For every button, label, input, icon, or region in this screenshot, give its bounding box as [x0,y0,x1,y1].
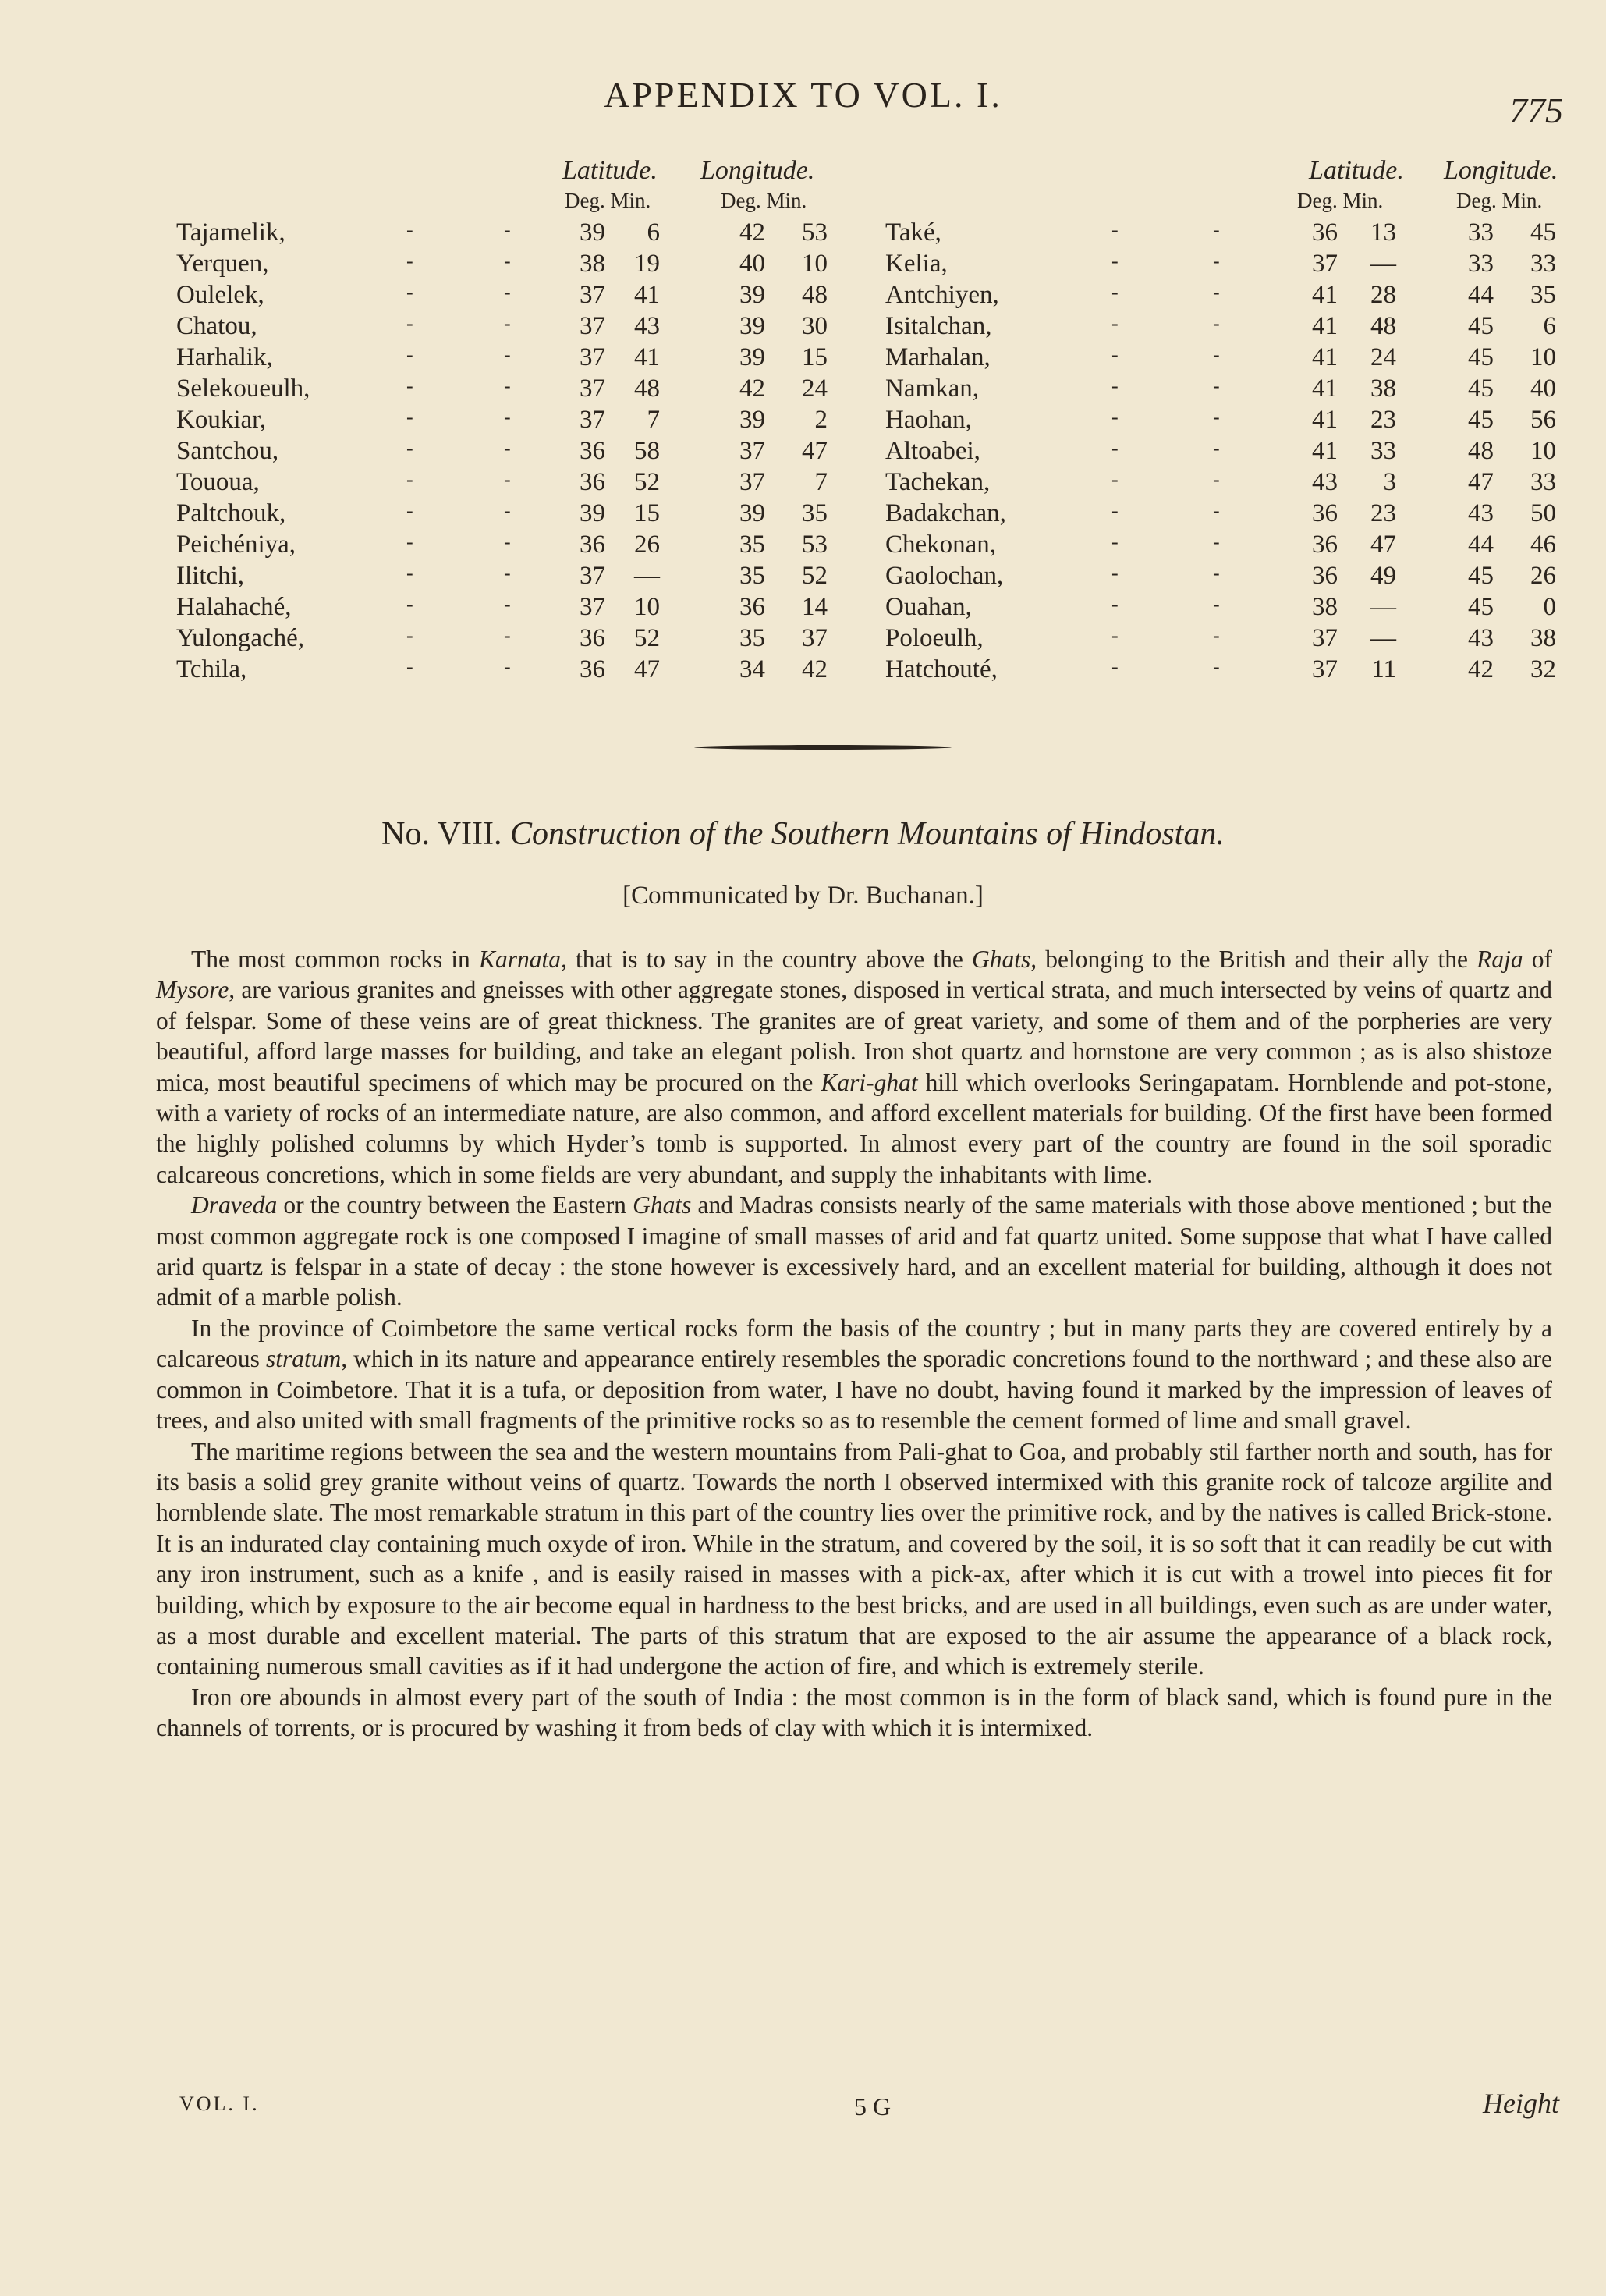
longitude-minutes: 52 [802,562,828,590]
longitude-degrees: 39 [739,281,765,309]
leader-dash: - [406,343,413,366]
latitude-minutes: 24 [1370,343,1396,371]
latitude-degrees: 36 [1312,562,1338,590]
leader-dash: - [1213,218,1220,241]
longitude-minutes: 0 [1543,593,1556,621]
latitude-degrees: 36 [1312,218,1338,247]
leader-dash: - [504,406,511,428]
place-name: Yerquen, [176,250,269,278]
paragraph [156,944,1552,1190]
latitude-degrees: 37 [1312,624,1338,652]
latitude-degrees: 38 [1312,593,1338,621]
leader-dash: - [504,593,511,616]
leader-dash: - [1111,531,1119,553]
leader-dash: - [1111,250,1119,272]
place-name: Kelia, [885,250,948,278]
longitude-minutes: 14 [802,593,828,621]
longitude-minutes: 50 [1530,499,1556,527]
longitude-degrees: 35 [739,531,765,559]
longitude-degrees: 37 [739,437,765,465]
place-name: Harhalik, [176,343,273,371]
latitude-minutes: 52 [634,624,660,652]
place-name: Badakchan, [885,499,1006,527]
latitude-minutes: 3 [1383,468,1396,496]
place-name: Isitalchan, [885,312,992,340]
longitude-minutes: 6 [1543,312,1556,340]
text-run: hill which overlooks Seringapatam. Hornblende and pot-stone, with a variety of rocks of an intermediate nature, are also common, and afford excellent materials for building. Of the first have been formed the highly polished columns by which Hyder’s tomb is supported. In almost every part of the country are found in the soil sporadic calcareous concretions, which in some fields are very abundant, and supply the inhabitants with lime. [156,1068,1552,1188]
longitude-minutes: 35 [1530,281,1556,309]
leader-dash: - [1111,437,1119,460]
latitude-degrees: 41 [1312,343,1338,371]
latitude-minutes: 19 [634,250,660,278]
latitude-degrees: 37 [580,343,605,371]
leader-dash: - [406,499,413,522]
latitude-degrees: 41 [1312,437,1338,465]
longitude-degrees: 39 [739,343,765,371]
italic-text: Karnata, [478,946,567,973]
latitude-minutes: 47 [1370,531,1396,559]
longitude-minutes: 47 [802,437,828,465]
leader-dash: - [1213,468,1220,491]
leader-dash: - [406,250,413,272]
latitude-minutes: 23 [1370,406,1396,434]
latitude-minutes: 49 [1370,562,1396,590]
latitude-degrees: 37 [580,593,605,621]
longitude-minutes: 26 [1530,562,1556,590]
latitude-degrees: 43 [1312,468,1338,496]
longitude-degrees: 39 [739,312,765,340]
longitude-degrees: 45 [1468,562,1494,590]
paragraph [156,1682,1552,1744]
latitude-degrees: 37 [580,562,605,590]
leader-dash: - [504,531,511,553]
longitude-degrees: 40 [739,250,765,278]
longitude-minutes: 48 [802,281,828,309]
place-name: Gaolochan, [885,562,1004,590]
longitude-minutes: 53 [802,531,828,559]
leader-dash: - [1213,499,1220,522]
place-name: Tajamelik, [176,218,285,247]
place-name: Altoabei, [885,437,980,465]
longitude-minutes: 10 [1530,437,1556,465]
place-name: Selekoueulh, [176,374,310,403]
latitude-degrees: 37 [1312,655,1338,683]
longitude-minutes: 2 [814,406,828,434]
section-divider [694,745,952,750]
latitude-degrees: 36 [580,468,605,496]
leader-dash: - [504,468,511,491]
latitude-minutes: 58 [634,437,660,465]
latitude-minutes: — [1370,250,1396,278]
longitude-degrees: 42 [739,218,765,247]
latitude-minutes: 15 [634,499,660,527]
latitude-minutes: 13 [1370,218,1396,247]
longitude-minutes: 33 [1530,468,1556,496]
place-name: Ouahan, [885,593,972,621]
longitude-minutes: 10 [1530,343,1556,371]
volume-mark: VOL. I. [179,2092,260,2115]
leader-dash: - [1111,468,1119,491]
leader-dash: - [504,624,511,647]
latitude-degrees: 37 [580,281,605,309]
section-heading [0,815,1606,853]
running-head: APPENDIX TO VOL. I. [604,75,1002,115]
italic-text: Ghats, [971,946,1037,973]
longitude-degrees: 42 [1468,655,1494,683]
longitude-degrees: 44 [1468,281,1494,309]
leader-dash: - [406,218,413,241]
latitude-minutes: 10 [634,593,660,621]
longitude-minutes: 33 [1530,250,1556,278]
latitude-degrees: 39 [580,218,605,247]
longitude-degrees: 45 [1468,374,1494,403]
longitude-heading: Longitude. [700,156,815,185]
place-name: Antchiyen, [885,281,999,309]
longitude-minutes: 53 [802,218,828,247]
longitude-degrees: 35 [739,562,765,590]
leader-dash: - [1213,374,1220,397]
italic-text: stratum, [265,1345,348,1373]
text-run: Iron ore abounds in almost every part of the south of India : the most common is in the form of black sand, which is found pure in the channels of torrents, or is procured by washing it from beds of clay with which it is intermixed. [156,1683,1552,1742]
place-name: Hatchouté, [885,655,998,683]
latitude-minutes: — [1370,593,1396,621]
leader-dash: - [504,343,511,366]
leader-dash: - [1111,655,1119,678]
longitude-minutes: 15 [802,343,828,371]
leader-dash: - [406,624,413,647]
longitude-degrees: 39 [739,499,765,527]
paragraph [156,1436,1552,1682]
latitude-minutes: — [1370,624,1396,652]
text-run: belonging to the British and their ally the [1037,946,1477,973]
longitude-degrees: 45 [1468,406,1494,434]
place-name: Santchou, [176,437,279,465]
longitude-degrees: 36 [739,593,765,621]
place-name: Také, [885,218,941,247]
italic-text: Raja [1477,946,1523,973]
leader-dash: - [504,250,511,272]
leader-dash: - [1213,281,1220,303]
text-run: of [1523,946,1553,973]
longitude-heading: Longitude. [1444,156,1558,185]
latitude-degrees: 36 [1312,531,1338,559]
place-name: Chatou, [176,312,257,340]
leader-dash: - [406,312,413,335]
leader-dash: - [504,281,511,303]
text-run: that is to say in the country above the [566,946,972,973]
leader-dash: - [1213,593,1220,616]
latitude-degrees: 41 [1312,374,1338,403]
place-name: Haohan, [885,406,972,434]
text-run: or the country between the Eastern [277,1191,633,1219]
leader-dash: - [406,281,413,303]
place-name: Tououa, [176,468,260,496]
latitude-minutes: 52 [634,468,660,496]
latitude-degrees: 36 [580,531,605,559]
place-name: Paltchouk, [176,499,286,527]
leader-dash: - [1213,437,1220,460]
place-name: Halahaché, [176,593,292,621]
latitude-degrees: 38 [580,250,605,278]
latitude-minutes: 28 [1370,281,1396,309]
leader-dash: - [1213,531,1220,553]
italic-text: Ghats [633,1191,692,1219]
leader-dash: - [1213,655,1220,678]
leader-dash: - [1111,218,1119,241]
section-number: No. VIII. [381,816,502,852]
place-name: Namkan, [885,374,980,403]
longitude-minutes: 45 [1530,218,1556,247]
leader-dash: - [1111,624,1119,647]
longitude-degrees: 45 [1468,312,1494,340]
place-name: Oulelek, [176,281,264,309]
latitude-degrees: 41 [1312,312,1338,340]
latitude-degrees: 41 [1312,406,1338,434]
latitude-minutes: 47 [634,655,660,683]
latitude-minutes: 6 [647,218,660,247]
latitude-minutes: — [634,562,660,590]
latitude-minutes: 48 [1370,312,1396,340]
longitude-degrees: 42 [739,374,765,403]
longitude-minutes: 7 [814,468,828,496]
leader-dash: - [1213,562,1220,584]
latitude-minutes: 41 [634,343,660,371]
longitude-degrees: 45 [1468,343,1494,371]
longitude-degrees: 35 [739,624,765,652]
place-name: Ilitchi, [176,562,245,590]
longitude-degrees: 48 [1468,437,1494,465]
latitude-degrees: 37 [1312,250,1338,278]
place-name: Tachekan, [885,468,991,496]
longitude-degrees: 37 [739,468,765,496]
leader-dash: - [504,655,511,678]
longitude-minutes: 10 [802,250,828,278]
latitude-minutes: 43 [634,312,660,340]
latitude-degrees: 39 [580,499,605,527]
leader-dash: - [406,593,413,616]
leader-dash: - [406,374,413,397]
place-name: Peichéniya, [176,531,296,559]
leader-dash: - [504,562,511,584]
latitude-degrees: 36 [1312,499,1338,527]
leader-dash: - [1111,406,1119,428]
latitude-minutes: 23 [1370,499,1396,527]
leader-dash: - [1111,499,1119,522]
text-run: In the province of Coimbetore the same vertical rocks form the basis of the country ; but in many parts they are covered entirely by a calcareous [156,1314,1552,1373]
italic-text: Kari-ghat [821,1068,918,1096]
latitude-minutes: 38 [1370,374,1396,403]
italic-text: Draveda [191,1191,278,1219]
leader-dash: - [406,406,413,428]
italic-text: Mysore, [156,976,236,1004]
leader-dash: - [1111,281,1119,303]
leader-dash: - [406,437,413,460]
latitude-minutes: 41 [634,281,660,309]
latitude-degrees: 36 [580,437,605,465]
place-name: Chekonan, [885,531,997,559]
leader-dash: - [504,218,511,241]
longitude-minutes: 56 [1530,406,1556,434]
longitude-minutes: 24 [802,374,828,403]
longitude-minutes: 46 [1530,531,1556,559]
leader-dash: - [1111,343,1119,366]
leader-dash: - [406,468,413,491]
longitude-degrees: 44 [1468,531,1494,559]
leader-dash: - [504,374,511,397]
section-title: Construction of the Southern Mountains of Hindostan. [510,816,1225,852]
longitude-minutes: 42 [802,655,828,683]
body-text [156,944,1552,1744]
place-name: Poloeulh, [885,624,984,652]
longitude-minutes: 38 [1530,624,1556,652]
longitude-minutes: 35 [802,499,828,527]
longitude-degrees: 39 [739,406,765,434]
leader-dash: - [1111,374,1119,397]
text-run: The maritime regions between the sea and the western mountains from Pali-ghat to Goa, and probably stil farther north and south, has for its basis a solid grey granite without veins of quartz. Towards the north I observed intermixed with this granite rock of talcoze argilite and hornblende slate. The most remarkable stratum in this part of the country lies over the primitive rock, and by the natives is called Brick-stone. It is an indurated clay containing much oxyde of iron. While in the stratum, and covered by the soil, it is so soft that it can readily be cut with any iron instrument, such as a knife , and is easily raised in masses with a pick-ax, after which it is cut with a trowel into pieces fit for building, which by exposure to the air become equal in hardness to the best bricks, and are used in all buildings, even such as are under water, as a most durable and excellent material. The parts of this stratum that are exposed to the air assume the appearance of a black rock, containing numerous small cavities as if it had undergone the action of fire, and which is extremely sterile. [156,1437,1552,1680]
leader-dash: - [1213,406,1220,428]
paragraph [156,1190,1552,1313]
place-name: Marhalan, [885,343,991,371]
text-run: which in its nature and appearance entirely resembles the sporadic concretions found to the northward ; and these also are common in Coimbetore. That it is a tufa, or deposition from water, I have no doubt, having found it marked by the impression of leaves of trees, and also united with small fragments of the primitive rocks so as to resemble the cement formed of lime and small gravel. [156,1345,1552,1435]
leader-dash: - [1213,624,1220,647]
text-run: and Madras consists nearly of the same materials with those above mentioned ; but the most common aggregate rock is one composed I imagine of small masses of arid and fat quartz united. Some suppose that what I have called arid quartz is felspar in a state of decay : the stone however is excessively hard, and an excellent material for building, although it does not admit of a marble polish. [156,1191,1553,1311]
leader-dash: - [1213,343,1220,366]
longitude-minutes: 32 [1530,655,1556,683]
section-attribution: [Communicated by Dr. Buchanan.] [622,882,984,910]
longitude-degrees: 34 [739,655,765,683]
latitude-minutes: 26 [634,531,660,559]
page-number: 775 [1509,90,1563,130]
paragraph [156,1313,1552,1436]
place-name: Tchila, [176,655,247,683]
place-name: Yulongaché, [176,624,305,652]
latitude-minutes: 48 [634,374,660,403]
latitude-subheading: Deg. Min. [1297,189,1384,212]
longitude-minutes: 30 [802,312,828,340]
longitude-degrees: 43 [1468,624,1494,652]
latitude-degrees: 37 [580,406,605,434]
leader-dash: - [504,499,511,522]
latitude-heading: Latitude. [1309,156,1404,185]
longitude-minutes: 37 [802,624,828,652]
leader-dash: - [1213,250,1220,272]
longitude-degrees: 47 [1468,468,1494,496]
longitude-degrees: 43 [1468,499,1494,527]
latitude-minutes: 11 [1371,655,1396,683]
latitude-degrees: 36 [580,624,605,652]
longitude-degrees: 33 [1468,218,1494,247]
latitude-heading: Latitude. [562,156,658,185]
signature-mark: 5 G [854,2092,892,2120]
text-run: The most common rocks in [191,946,479,973]
leader-dash: - [504,312,511,335]
leader-dash: - [1213,312,1220,335]
place-name: Koukiar, [176,406,267,434]
longitude-degrees: 33 [1468,250,1494,278]
leader-dash: - [1111,312,1119,335]
leader-dash: - [1111,593,1119,616]
longitude-subheading: Deg. Min. [721,189,807,212]
catchword: Height [1483,2088,1559,2119]
latitude-degrees: 41 [1312,281,1338,309]
latitude-degrees: 37 [580,374,605,403]
latitude-subheading: Deg. Min. [565,189,651,212]
leader-dash: - [504,437,511,460]
longitude-degrees: 45 [1468,593,1494,621]
longitude-subheading: Deg. Min. [1456,189,1543,212]
longitude-minutes: 40 [1530,374,1556,403]
latitude-minutes: 33 [1370,437,1396,465]
leader-dash: - [406,531,413,553]
latitude-degrees: 37 [580,312,605,340]
leader-dash: - [406,562,413,584]
latitude-degrees: 36 [580,655,605,683]
leader-dash: - [406,655,413,678]
latitude-minutes: 7 [647,406,660,434]
leader-dash: - [1111,562,1119,584]
text-run: are various granites and gneisses with other aggregate stones, disposed in vertical strata, and much intersected by veins of quartz and of felspar. Some of these veins are of great thickness. The granites are of great variety, and some of them and of the porpheries are very beautiful, afford large masses for building, and take an elegant polish. Iron shot quartz and hornstone are very common ; as is also shistoze mica, most beautiful specimens of which may be procured on the [156,976,1552,1096]
